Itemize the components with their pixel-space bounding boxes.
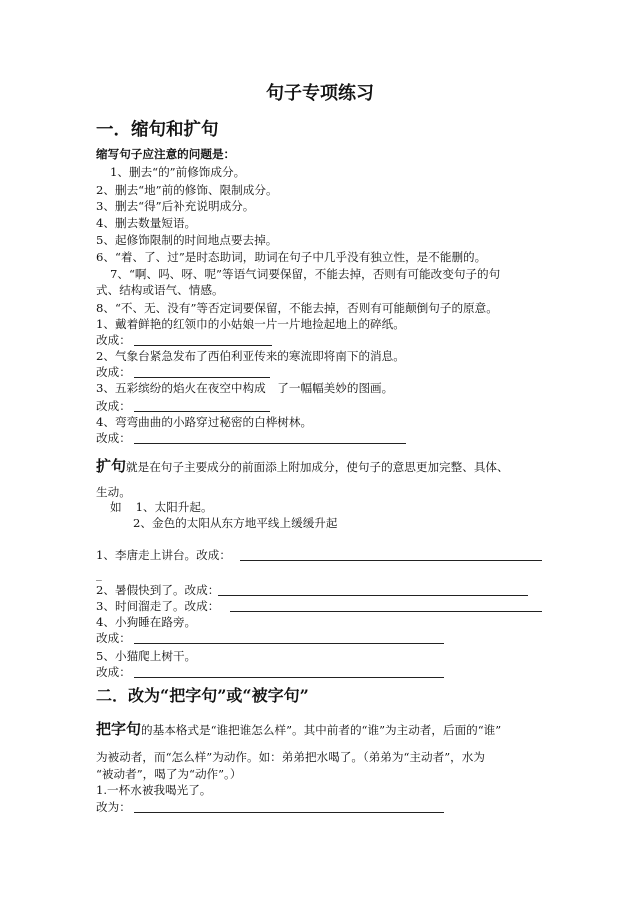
- example-prefix: 如: [110, 500, 122, 514]
- answer-blank[interactable]: [134, 677, 444, 678]
- section1-heading: 一．缩句和扩句: [96, 120, 219, 140]
- answer-blank[interactable]: [240, 560, 542, 561]
- answer-blank[interactable]: [134, 377, 270, 378]
- answer-label: 改成：: [96, 665, 131, 679]
- rule-item: 式、结构或语气、情感。: [96, 283, 224, 297]
- shrink-exercise: 2、气象台紧急发布了西伯利亚传来的寒流即将南下的消息。: [96, 349, 405, 363]
- answer-blank[interactable]: [134, 411, 270, 412]
- ba-term: 把字句: [96, 720, 142, 738]
- expand-definition: [96, 457, 509, 476]
- expand-exercise: 4、小狗睡在路旁。: [96, 615, 197, 629]
- answer-blank[interactable]: [134, 443, 406, 444]
- expand-term: 扩句: [96, 457, 127, 475]
- ba-definition-cont: “被动者”，喝了为“动作”。）: [96, 767, 242, 781]
- example-item: 1、太阳升起。: [135, 500, 213, 514]
- section2-heading: 二．改为“把字句”或“被字句”: [96, 686, 309, 705]
- rule-item: 8、“不、无、没有”等否定词要保留，不能去掉，否则有可能颠倒句子的原意。: [96, 301, 498, 315]
- ba-definition: [96, 720, 501, 739]
- expand-exercise: 1、李唐走上讲台。改成：: [96, 548, 231, 562]
- expand-exercise: 2、暑假快到了。改成：: [96, 583, 220, 597]
- answer-blank[interactable]: [134, 345, 272, 346]
- example-item: 2、金色的太阳从东方地平线上缓缓升起: [133, 516, 338, 530]
- expand-exercise: 3、时间溜走了。改成：: [96, 599, 220, 613]
- ba-exercise: 1.一杯水被我喝光了。: [96, 783, 212, 797]
- shrink-exercise: 3、五彩缤纷的焰火在夜空中构成 了一幅幅美妙的图画。: [96, 381, 394, 395]
- answer-blank[interactable]: [218, 595, 528, 596]
- stray-underscore: _: [96, 567, 102, 581]
- ba-definition-text: 的基本格式是“谁把谁怎么样”。其中前者的“谁”为主动者，后面的“谁”: [141, 723, 502, 737]
- expand-exercise: 5、小猫爬上树干。: [96, 649, 197, 663]
- shrink-exercise: 1、戴着鲜艳的红领巾的小姑娘一片一片地捡起地上的碎纸。: [96, 317, 405, 331]
- rule-item: 5、起修饰限制的时间地点要去掉。: [96, 233, 278, 247]
- expand-definition-text: 就是在句子主要成分的前面添上附加成分，使句子的意思更加完整、具体、: [126, 460, 509, 474]
- page-title: 句子专项练习: [266, 83, 374, 104]
- answer-blank[interactable]: [134, 812, 444, 813]
- change-label: 改为：: [96, 800, 131, 814]
- answer-label: 改成：: [96, 631, 131, 645]
- rule-item: 7、“啊、吗、呀、呢”等语气词要保留，不能去掉，否则有可能改变句子的句: [110, 267, 501, 281]
- rule-item: 1、删去“的”前修饰成分。: [110, 165, 246, 179]
- shrink-exercise: 4、弯弯曲曲的小路穿过秘密的白桦树林。: [96, 415, 313, 429]
- answer-label: 改成：: [96, 365, 131, 379]
- answer-blank[interactable]: [230, 611, 542, 612]
- answer-label: 改成：: [96, 399, 131, 413]
- rule-item: 4、删去数量短语。: [96, 216, 197, 230]
- answer-blank[interactable]: [134, 643, 444, 644]
- ba-definition-cont: 为被动者，而“怎么样”为动作。如：弟弟把水喝了。（弟弟为“主动者”，水为: [96, 750, 485, 764]
- rule-item: 3、删去“得”后补充说明成分。: [96, 199, 255, 213]
- example-line: [110, 499, 213, 515]
- expand-definition-cont: 生动。: [96, 485, 131, 499]
- answer-label: 改成：: [96, 431, 131, 445]
- rule-item: 2、删去“地”前的修饰、限制成分。: [96, 183, 278, 197]
- answer-label: 改成：: [96, 333, 131, 347]
- rules-heading: 缩写句子应注意的问题是：: [96, 147, 236, 161]
- rule-item: 6、“着、了、过”是时态助词，助词在句子中几乎没有独立性，是不能删的。: [96, 250, 487, 264]
